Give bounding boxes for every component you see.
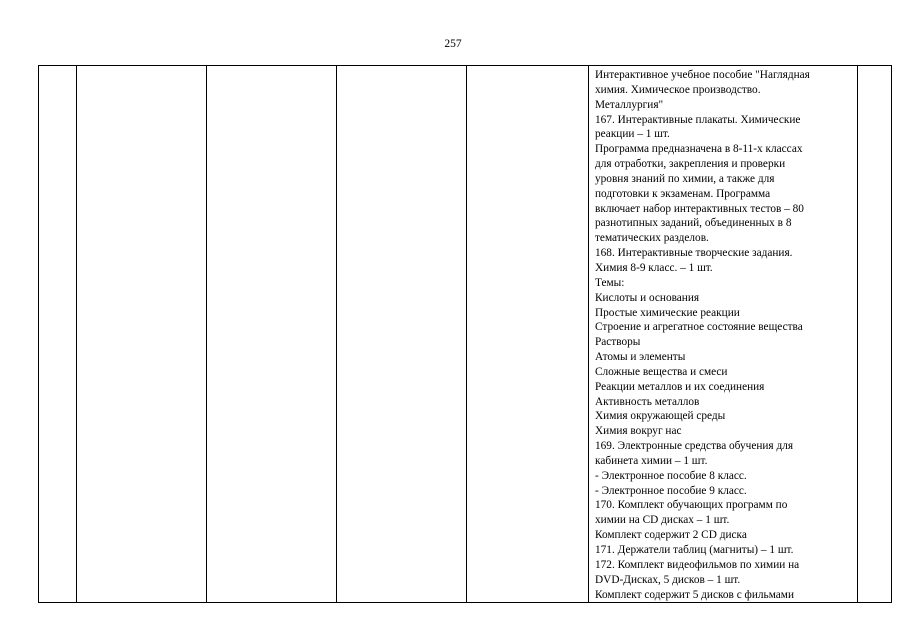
content-line: включает набор интерактивных тестов – 80 [595, 202, 804, 215]
content-line: Активность металлов [595, 395, 700, 408]
table-cell-empty [77, 66, 207, 603]
content-line: Химия вокруг нас [595, 425, 682, 438]
content-line: - Электронное пособие 8 класс. [595, 469, 747, 482]
content-line: 172. Комплект видеофильмов по химии на [595, 558, 800, 571]
content-line: Программа предназначена в 8-11-х классах [595, 143, 803, 156]
table-cell-empty [858, 66, 892, 603]
table-row [39, 66, 892, 603]
table-cell-empty [39, 66, 77, 603]
document-table [38, 65, 892, 603]
content-line: уровня знаний по химии, а также для [595, 172, 775, 185]
content-line: Металлургия" [595, 98, 664, 111]
content-line: реакции – 1 шт. [595, 128, 670, 141]
content-line: Химия окружающей среды [595, 410, 726, 423]
content-line: химии на CD дисках – 1 шт. [595, 514, 730, 527]
content-line: 169. Электронные средства обучения для [595, 440, 794, 453]
content-line: подготовки к экзаменам. Программа [595, 187, 771, 200]
content-line: Реакции металлов и их соединения [595, 380, 765, 393]
table-cell-equipment-list [589, 66, 858, 603]
content-line: Химия 8-9 класс. – 1 шт. [595, 261, 713, 274]
content-line: Кислоты и основания [595, 291, 700, 304]
content-line: 167. Интерактивные плакаты. Химические [595, 113, 801, 126]
table-cell-empty [337, 66, 467, 603]
content-line: Строение и агрегатное состояние вещества [595, 321, 803, 334]
content-line: DVD-Дисках, 5 дисков – 1 шт. [595, 573, 741, 586]
content-line: 168. Интерактивные творческие задания. [595, 247, 793, 260]
content-line: химия. Химическое производство. [595, 83, 761, 96]
content-line: Растворы [595, 336, 641, 349]
content-line: Комплект содержит 2 CD диска [595, 529, 747, 542]
content-line: тематических разделов. [595, 232, 709, 245]
content-line: Комплект содержит 5 дисков с фильмами [595, 588, 794, 601]
content-line: 171. Держатели таблиц (магниты) – 1 шт. [595, 544, 794, 556]
content-line: разнотипных заданий, объединенных в 8 [595, 217, 792, 230]
content-line: - Электронное пособие 9 класс. [595, 484, 747, 497]
content-line: Атомы и элементы [595, 351, 686, 364]
equipment-list-text [589, 66, 857, 602]
content-line: 170. Комплект обучающих программ по [595, 499, 788, 512]
content-line: Сложные вещества и смеси [595, 365, 728, 378]
content-line: Интерактивное учебное пособие "Наглядная [595, 69, 810, 81]
page-number: 257 [444, 38, 462, 50]
content-line: Простые химические реакции [595, 306, 740, 319]
content-line: кабинета химии – 1 шт. [595, 454, 708, 467]
table-cell-empty [467, 66, 589, 603]
content-line: для отработки, закрепления и проверки [595, 158, 786, 171]
table-cell-empty [207, 66, 337, 603]
content-line: Темы: [595, 276, 625, 289]
